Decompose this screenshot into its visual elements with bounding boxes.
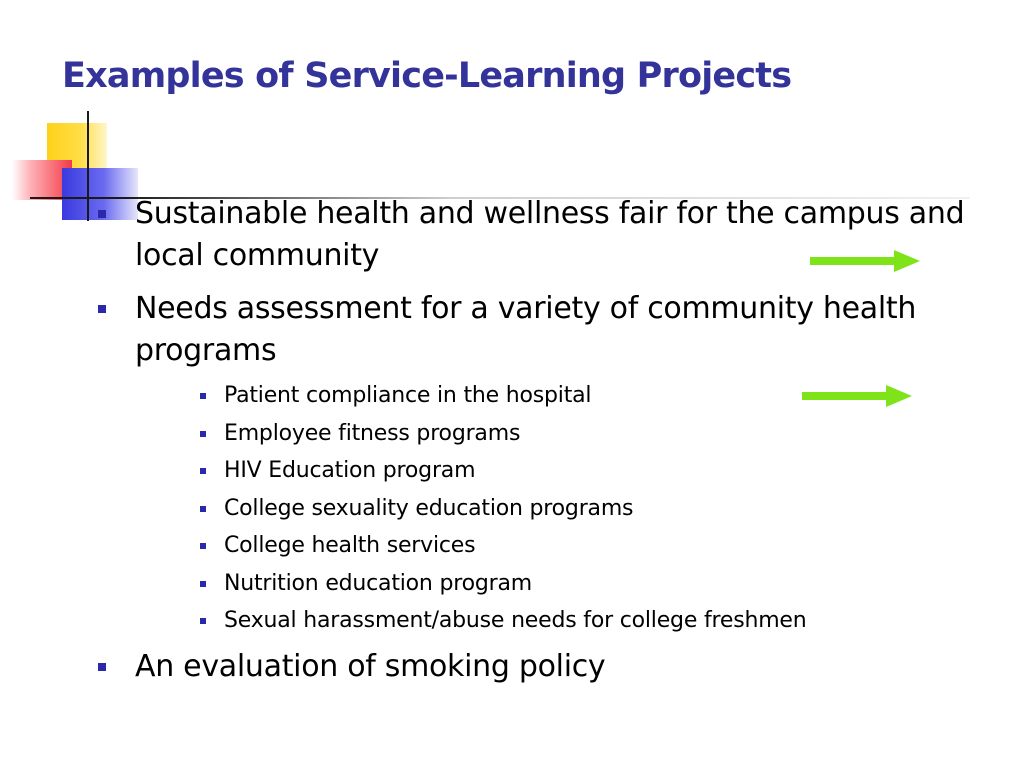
sub-bullet-text: College sexuality education programs: [224, 496, 634, 521]
square-bullet-icon: [98, 305, 106, 313]
square-bullet-icon: [200, 543, 206, 549]
sub-bullet-item: [224, 531, 944, 561]
square-bullet-icon: [200, 581, 206, 587]
bullet-text: Needs assessment for a variety of community health programs: [135, 291, 917, 368]
sub-bullet-text: Sexual harassment/abuse needs for college freshmen: [224, 608, 807, 633]
square-bullet-icon: [200, 618, 206, 624]
sub-bullet-text: HIV Education program: [224, 458, 476, 483]
sub-bullet-item: [224, 606, 944, 636]
square-bullet-icon: [200, 506, 206, 512]
square-bullet-icon: [200, 393, 206, 399]
bullet-item: [135, 288, 965, 372]
sub-bullet-text: College health services: [224, 533, 476, 558]
square-bullet-icon: [98, 210, 106, 218]
sub-bullet-text: Nutrition education program: [224, 571, 532, 596]
sub-bullet-text: Employee fitness programs: [224, 421, 521, 446]
sub-bullet-item: [224, 494, 944, 524]
square-bullet-icon: [200, 431, 206, 437]
bullet-item: [135, 646, 965, 688]
sub-bullet-item: [224, 569, 944, 599]
decorative-vertical-rule: [87, 111, 89, 221]
sub-bullet-text: Patient compliance in the hospital: [224, 383, 592, 408]
sub-bullet-item: [224, 456, 944, 486]
bullet-text: An evaluation of smoking policy: [135, 649, 606, 684]
square-bullet-icon: [98, 663, 106, 671]
green-arrow-icon: [802, 384, 912, 408]
square-bullet-icon: [200, 468, 206, 474]
green-arrow-icon: [810, 249, 920, 273]
slide-title: Examples of Service-Learning Projects: [62, 56, 792, 96]
bullet-text: Sustainable health and wellness fair for the campus and local community: [135, 196, 965, 273]
sub-bullet-item: [224, 419, 944, 449]
